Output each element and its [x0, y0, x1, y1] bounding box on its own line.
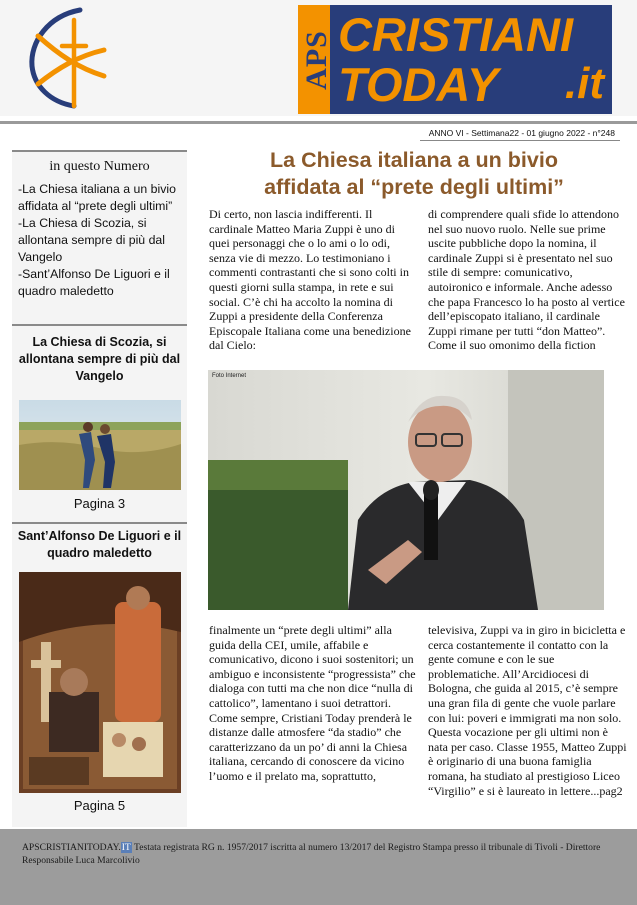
liguori-painting-image [19, 572, 181, 793]
masthead-suffix: .it [564, 59, 604, 108]
couple-field-image [19, 400, 181, 490]
masthead-title-line2: TODAY [338, 58, 499, 111]
footer-legal [22, 841, 630, 867]
toc-item[interactable]: -Sant’Alfonso De Liguori e il quadro maledetto [18, 267, 170, 298]
article-column-3: finalmente un “prete degli ultimi” alla guida della CEI, umile, affabile e comunicativo, dicono i suoi sostenitori; un ambiguo e inconsistente “progressista” che dialoga con tutti ma che non dice “nulla di cattolico”, lamentano i suoi detrattori. Come sempre, Cristiani Today prenderà le distanze dalle atmosfere “da stadio” che caratterizzano da un po’ di anni la Chiesa italiana, cercando di conoscere da vicino l’uomo e il prelato ma, soprattutto, [209, 623, 416, 783]
ichthys-fish-cross-icon [18, 6, 110, 110]
toc-item[interactable]: -La Chiesa di Scozia, si allontana sempre di più dal Vangelo [18, 216, 165, 264]
sidebar-rule [12, 522, 187, 524]
article-column-1: Di certo, non lascia indifferenti. Il cardinale Matteo Maria Zuppi è uno di quei personaggi che o lo ami o lo odi, senza vie di mezzo. Lo testimoniano i commenti contrastanti che si sono colti in questi giorni sulla stampa, in rete e sui social. C’è chi ha accolto la nomina di Zuppi a presidente della Conferenza Episcopale Italiana come una benedizione dal Cielo: [209, 207, 411, 353]
masthead [298, 5, 612, 114]
sidebar-heading: in questo Numero [49, 159, 150, 174]
box-scotland-title[interactable]: La Chiesa di Scozia, si allontana sempre di più dal Vangelo [18, 335, 181, 383]
headline-line2: affidata al “prete degli ultimi” [264, 175, 564, 199]
article-column-2: di comprendere quali sfide lo attendono nel suo nuovo ruolo. Nelle sue prime uscite pubbliche dopo la nomina, il cardinale Zuppi si è presentato nel suo stile di sempre: comunicativo, autoironico e informale. Anche adesso che papa Francesco lo ha posto al vertice dell’episcopato italiano, il cardinale Zuppi rimane per tutti “don Matteo”. Come il suo omonimo della fiction [428, 207, 625, 353]
aps-label: APS [300, 30, 333, 90]
page-footer [0, 829, 637, 905]
header-divider [0, 121, 637, 124]
footer-site-tld[interactable]: IT [121, 842, 131, 853]
sidebar [12, 150, 187, 827]
box-liguori-page[interactable]: Pagina 5 [73, 798, 126, 813]
issue-info: ANNO VI - Settimana22 - 01 giugno 2022 - n°248 [428, 128, 615, 138]
toc-item[interactable]: -La Chiesa italiana a un bivio affidata al “prete degli ultimi” [18, 182, 176, 213]
page-header [0, 0, 637, 116]
article-headline [199, 147, 629, 201]
aps-band [298, 5, 333, 114]
box-scotland-page[interactable]: Pagina 3 [73, 496, 126, 511]
photo-credit: Foto Internet [212, 373, 247, 379]
footer-site-name[interactable]: APSCRISTIANITODAY. [22, 842, 121, 853]
issue-divider [420, 140, 620, 141]
article-column-4: televisiva, Zuppi va in giro in bicicletta e cerca costantemente il contatto con la gente comune e con le sue problematiche. All’Arcidiocesi di Bologna, che guida al 2015, c’è sempre una gran fila di gente che vuole parlare con lui: poveri e immigrati ma non solo. Questa vocazione per gli ultimi non è nata per caso. Classe 1955, Matteo Zuppi è originario di una buona famiglia romana, ha studiato al prestigioso Liceo “Virgilio” e si è laureato in lettere...pag2 [428, 623, 627, 798]
article-photo [208, 370, 604, 610]
sidebar-rule [12, 324, 187, 326]
footer-registration: Testata registrata RG n. 1957/2017 iscritta al numero 13/2017 del Registro Stampa presso il tribunale di Tivoli - Direttore Responsabile Luca Marcolivio [22, 842, 601, 866]
sidebar-top-rule [12, 150, 187, 152]
table-of-contents [18, 181, 184, 300]
masthead-title-line1: CRISTIANI [338, 8, 573, 61]
cardinal-portrait-image [208, 370, 604, 610]
box-liguori-title[interactable]: Sant’Alfonso De Liguori e il quadro maledetto [17, 529, 182, 560]
headline-line1: La Chiesa italiana a un bivio [270, 148, 558, 172]
